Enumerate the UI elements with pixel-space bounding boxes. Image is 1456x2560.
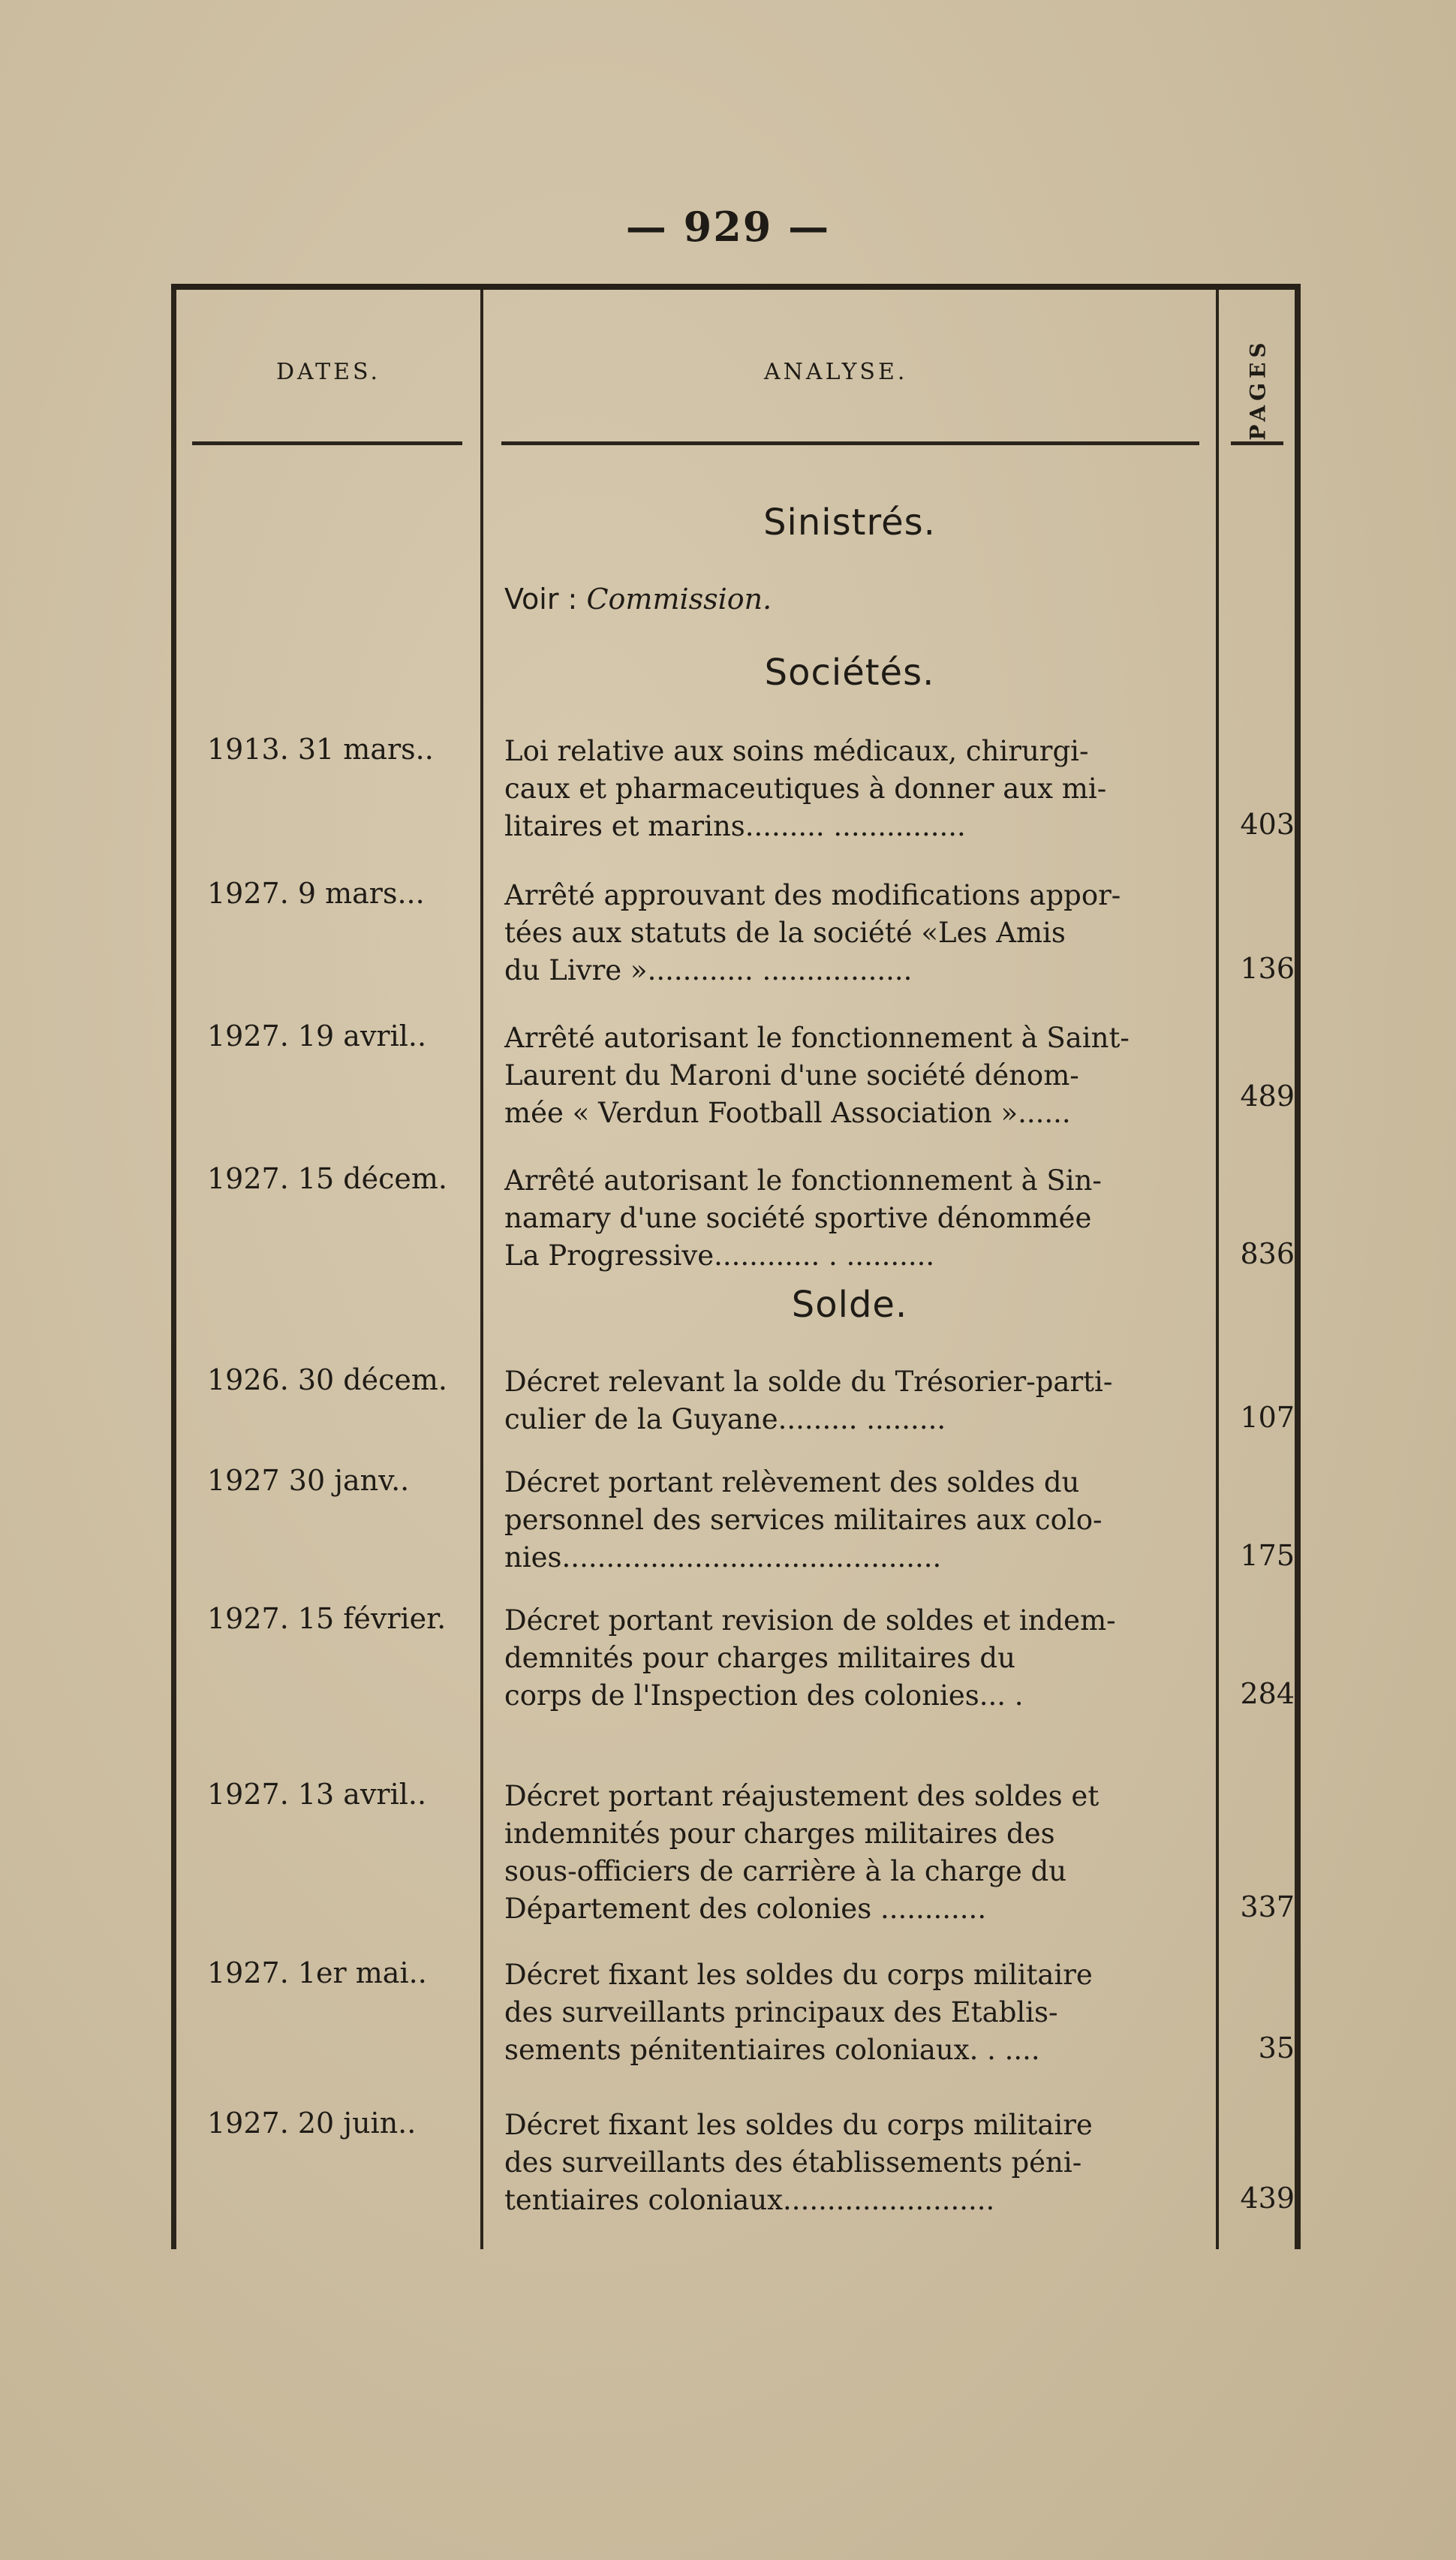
entry-text	[504, 1162, 1202, 1275]
entry-text	[504, 877, 1202, 989]
entry-date: 1927. 1er mai..	[207, 1956, 427, 1989]
entry-page: 284	[1240, 1677, 1295, 1710]
page-number: — 929 —	[625, 203, 831, 251]
entry-page: 337	[1240, 1890, 1295, 1923]
entry-line: Arrêté approuvant des modifications appor-	[504, 879, 1121, 911]
entry-date: 1927. 13 avril..	[207, 1778, 427, 1811]
entry-line: tées aux statuts de la société «Les Amis	[504, 917, 1066, 949]
entry-date: 1927. 9 mars...	[207, 877, 425, 910]
entry-page: 489	[1240, 1080, 1295, 1113]
left-border	[171, 290, 176, 2249]
entry-line: Décret relevant la solde du Trésorier-parti-	[504, 1366, 1113, 1398]
voir-ref: Commission.	[586, 583, 772, 616]
entry-line: Décret portant relèvement des soldes du	[504, 1466, 1080, 1498]
entry-page: 836	[1240, 1237, 1295, 1270]
entry-line: Décret fixant les soldes du corps militaire	[504, 2109, 1093, 2141]
entry-line: des surveillants des établissements péni-	[504, 2146, 1082, 2179]
entry-line: Département des colonies ............	[504, 1893, 987, 1925]
entry-line: Décret portant revision de soldes et indem-	[504, 1604, 1116, 1637]
section-title-sinistres: Sinistrés.	[763, 501, 936, 544]
entry-line: indemnités pour charges militaires des	[504, 1818, 1055, 1850]
entry-text	[504, 1956, 1202, 2069]
entry-line: Arrêté autorisant le fonctionnement à Sin-	[504, 1164, 1102, 1197]
entry-date: 1927. 15 février.	[207, 1602, 447, 1635]
entry-page: 136	[1240, 952, 1295, 985]
entry-date: 1927 30 janv..	[207, 1464, 410, 1497]
entry-line: litaires et marins......... ...............	[504, 810, 966, 842]
header-rule-dates	[192, 441, 462, 445]
entry-date: 1927. 15 décem.	[207, 1162, 447, 1195]
entry-line: caux et pharmaceutiques à donner aux mi-	[504, 773, 1107, 805]
entry-line: du Livre »............ .................	[504, 954, 913, 986]
voir-prefix: Voir :	[504, 583, 578, 616]
entry-line: Loi relative aux soins médicaux, chirurgi-	[504, 735, 1089, 767]
entry-line: nies...........................................	[504, 1541, 942, 1574]
entry-line: Arrêté autorisant le fonctionnement à Saint-	[504, 1022, 1130, 1054]
entry-line: mée « Verdun Football Association »......	[504, 1097, 1071, 1129]
section-title-societes: Sociétés.	[764, 652, 935, 694]
voir-reference	[504, 583, 772, 616]
entry-page: 107	[1240, 1401, 1295, 1434]
column-divider-dates	[480, 290, 483, 2249]
entry-line: personnel des services militaires aux colo-	[504, 1504, 1103, 1536]
entry-text	[504, 2107, 1202, 2219]
entry-page: 403	[1240, 808, 1295, 841]
entry-line: tentiaires coloniaux........................	[504, 2184, 995, 2216]
entry-line: namary d'une société sportive dénommée	[504, 1202, 1092, 1234]
top-rule	[171, 284, 1301, 290]
entry-line: demnités pour charges militaires du	[504, 1642, 1015, 1674]
entry-page: 35	[1258, 2031, 1295, 2065]
entry-text	[504, 733, 1202, 845]
entry-date: 1927. 19 avril..	[207, 1019, 427, 1053]
header-pages: PAGES	[1245, 337, 1271, 441]
entry-line: Décret portant réajustement des soldes et	[504, 1780, 1100, 1812]
entry-line: Décret fixant les soldes du corps militaire	[504, 1959, 1093, 1991]
entry-text	[504, 1363, 1202, 1438]
entry-page: 175	[1240, 1539, 1295, 1572]
section-title-solde: Solde.	[791, 1284, 908, 1326]
index-table	[171, 284, 1301, 2249]
entry-line: corps de l'Inspection des colonies... .	[504, 1679, 1024, 1712]
entry-line: culier de la Guyane......... .........	[504, 1403, 946, 1435]
header-rule-analyse	[501, 441, 1199, 445]
entry-page: 439	[1240, 2182, 1295, 2215]
entry-line: sous-officiers de carrière à la charge du	[504, 1855, 1067, 1887]
right-border	[1295, 290, 1301, 2249]
entry-line: des surveillants principaux des Etablis-	[504, 1996, 1058, 2028]
header-dates: DATES.	[276, 359, 381, 385]
entry-text	[504, 1778, 1202, 1928]
entry-text	[504, 1602, 1202, 1715]
entry-line: La Progressive............ . ..........	[504, 1239, 935, 1272]
entry-text	[504, 1464, 1202, 1577]
entry-line: Laurent du Maroni d'une société dénom-	[504, 1059, 1079, 1092]
header-analyse: ANALYSE.	[764, 359, 908, 385]
entry-line: sements pénitentiaires coloniaux. . ....	[504, 2034, 1040, 2066]
entry-date: 1913. 31 mars..	[207, 733, 434, 766]
entry-text	[504, 1019, 1202, 1132]
entry-date: 1926. 30 décem.	[207, 1363, 447, 1396]
entry-date: 1927. 20 juin..	[207, 2107, 417, 2140]
header-rule-pages	[1231, 441, 1283, 445]
